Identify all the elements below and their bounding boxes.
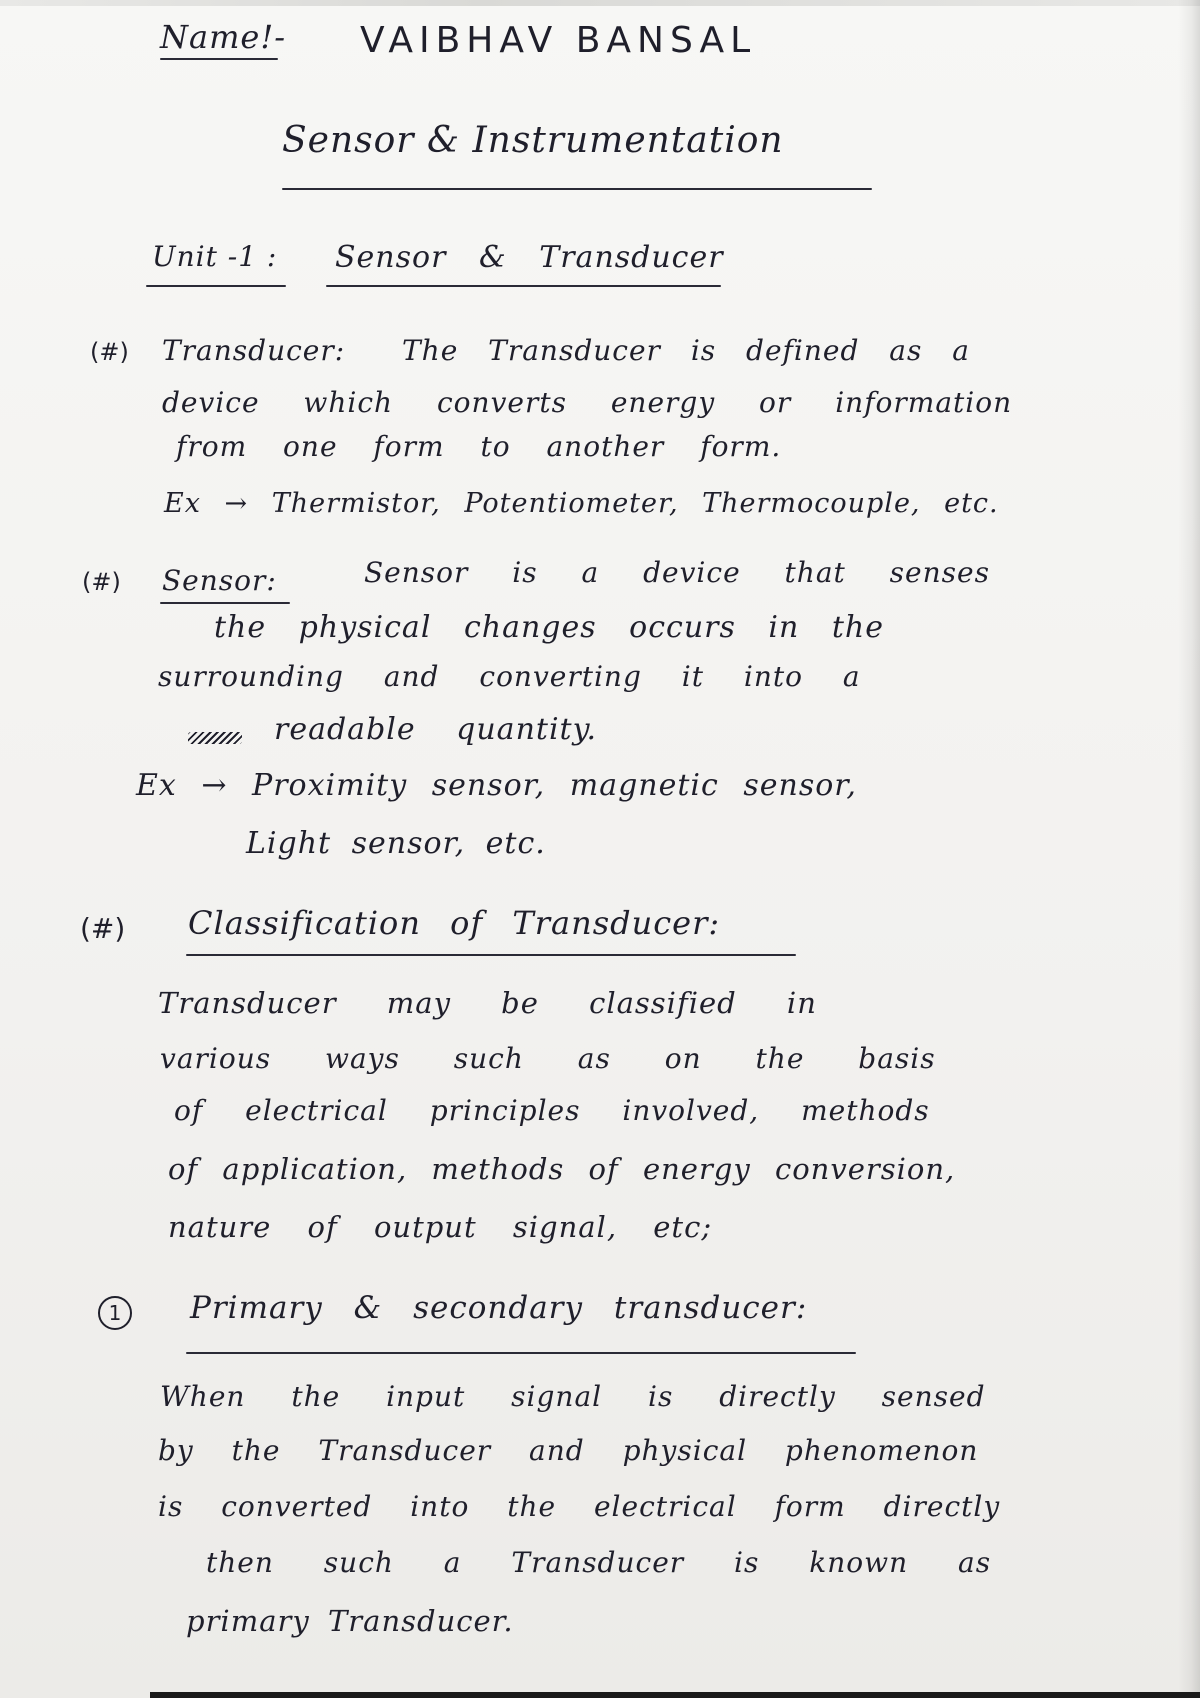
sensor-bullet-marker: (#)	[82, 568, 121, 596]
subject-title: Sensor & Instrumentation	[282, 120, 784, 161]
page-right-shadow	[1178, 0, 1200, 1698]
page-bottom-edge	[150, 1692, 1200, 1698]
sensor-line-4: readable quantity.	[274, 712, 598, 747]
classification-line-2: various ways such as on the basis	[160, 1042, 936, 1075]
primary-line-5: primary Transducer.	[186, 1604, 514, 1638]
transducer-heading: Transducer:	[162, 334, 346, 367]
unit-title: Sensor & Transducer	[335, 240, 724, 275]
transducer-line-1: The Transducer is defined as a	[402, 334, 970, 367]
sensor-heading: Sensor:	[162, 564, 277, 597]
sensor-line-2: the physical changes occurs in the	[214, 610, 885, 645]
transducer-line-3: from one form to another form.	[176, 430, 782, 463]
student-name: VAIBHAV BANSAL	[360, 20, 757, 61]
sensor-line-3: surrounding and converting it into a	[158, 660, 861, 693]
classification-heading: Classification of Transducer:	[188, 904, 721, 942]
classification-line-5: nature of output signal, etc;	[168, 1210, 713, 1244]
classification-line-1: Transducer may be classified in	[158, 986, 817, 1020]
primary-secondary-heading: Primary & secondary transducer:	[190, 1290, 808, 1326]
primary-line-1: When the input signal is directly sensed	[160, 1380, 986, 1413]
sensor-line-1: Sensor is a device that senses	[364, 556, 990, 589]
subject-title-underline	[282, 188, 872, 190]
page-top-edge	[0, 0, 1200, 6]
primary-line-2: by the Transducer and physical phenomenon	[158, 1434, 979, 1467]
unit-title-underline	[326, 285, 721, 287]
unit-label: Unit -1 :	[152, 240, 278, 273]
section-number-badge: 1	[98, 1296, 132, 1330]
classification-line-4: of application, methods of energy conversion,	[168, 1152, 956, 1186]
struck-out-word	[188, 732, 242, 744]
sensor-example-line-1: Ex → Proximity sensor, magnetic sensor,	[136, 768, 857, 803]
classification-line-3: of electrical principles involved, methods	[174, 1094, 930, 1127]
classification-bullet-marker: (#)	[80, 912, 126, 945]
classification-heading-underline	[186, 954, 796, 956]
primary-line-4: then such a Transducer is known as	[206, 1546, 992, 1579]
primary-line-3: is converted into the electrical form directly	[158, 1490, 1001, 1523]
sensor-example-line-2: Light sensor, etc.	[246, 826, 546, 861]
name-label-underline	[160, 58, 278, 60]
transducer-line-2: device which converts energy or information	[162, 386, 1013, 419]
transducer-example: Ex → Thermistor, Potentiometer, Thermocouple, etc.	[164, 488, 999, 519]
transducer-bullet-marker: (#)	[90, 338, 129, 366]
sensor-heading-underline	[160, 602, 290, 604]
primary-secondary-heading-underline	[186, 1352, 856, 1354]
unit-label-underline	[146, 285, 286, 287]
name-label: Name!-	[160, 18, 287, 56]
